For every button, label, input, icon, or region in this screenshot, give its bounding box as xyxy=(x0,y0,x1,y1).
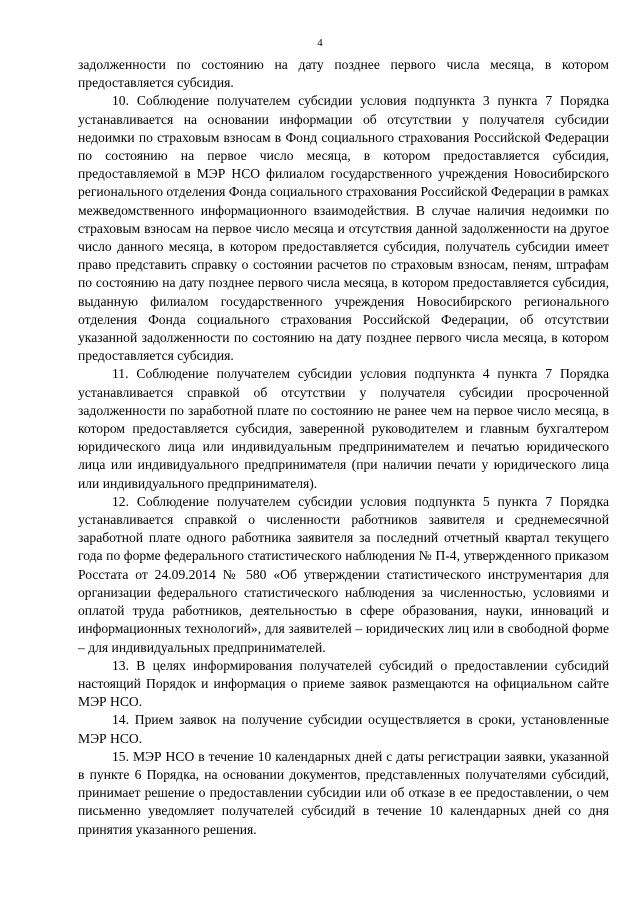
paragraph-continuation: задолженности по состоянию на дату позднее первого числа месяца, в котором предоставляется субсидия. xyxy=(78,57,609,91)
page-number: 4 xyxy=(317,38,323,49)
document-body xyxy=(78,56,609,839)
paragraph-11: 11. Соблюдение получателем субсидии условия подпункта 4 пункта 7 Порядка устанавливается справкой об отсутствии у получателя субсидии просроченной задолженности по заработной плате по состоянию не ранее чем на первое число месяца, в котором предоставляется субсидия, заверенной руководителем и главным бухгалтером юридического лица или индивидуальным предпринимателем и печатью юридического лица или индивидуального предпринимателя (при наличии печати у юридического лица или индивидуального предпринимателя). xyxy=(78,366,609,491)
paragraph-15: 15. МЭР НСО в течение 10 календарных дней с даты регистрации заявки, указанной в пункте 6 Порядка, на основании документов, представленных получателями субсидий, принимает решение о предоставлении субсидии или об отказе в ее предоставлении, о чем письменно уведомляет получателей субсидий в течение 10 календарных дней со дня принятия указанного решения. xyxy=(78,748,609,837)
paragraph-13: 13. В целях информирования получателей субсидий о предоставлении субсидий настоящий Порядок и информация о приеме заявок размещаются на официальном сайте МЭР НСО. xyxy=(78,657,609,710)
paragraph-10: 10. Соблюдение получателем субсидии условия подпункта 3 пункта 7 Порядка устанавливается на основании информации об отсутствии у получателя субсидии недоимки по страховым взносам в Фонд социального страхования Российской Федерации по состоянию на первое число месяца, в котором предоставляется субсидия, предоставляемой в МЭР НСО филиалом государственного учреждения Новосибирского регионального отделения Фонда социального страхования Российской Федерации в рамках межведомственного информационного взаимодействия. В случае наличия недоимки по страховым взносам на первое число месяца и отсутствия данной задолженности на другое число данного месяца, в котором предоставляется субсидия, получатель субсидии имеет право представить справку о состоянии расчетов по страховым взносам, пеням, штрафам по состоянию на дату позднее первого числа месяца, в котором предоставляется субсидия, выданную филиалом государственного учреждения Новосибирского регионального отделения Фонда социального страхования Российской Федерации, об отсутствии указанной задолженности по состоянию на дату позднее первого числа месяца, в котором предоставляется субсидия. xyxy=(78,93,609,364)
paragraph-12: 12. Соблюдение получателем субсидии условия подпункта 5 пункта 7 Порядка устанавливается справкой о численности работников заявителя и среднемесячной заработной плате одного работника заявителя за последний отчетный квартал текущего года по форме федерального статистического наблюдения № П-4, утвержденного приказом Росстата от 24.09.2014 № 580 «Об утверждении статистического инструментария для организации федерального статистического наблюдения за численностью, условиями и оплатой труда работников, деятельностью в сфере образования, науки, инноваций и информационных технологий», для заявителей – юридических лиц или в свободной форме – для индивидуальных предпринимателей. xyxy=(78,493,609,655)
paragraph-14: 14. Прием заявок на получение субсидии осуществляется в сроки, установленные МЭР НСО. xyxy=(78,712,609,746)
